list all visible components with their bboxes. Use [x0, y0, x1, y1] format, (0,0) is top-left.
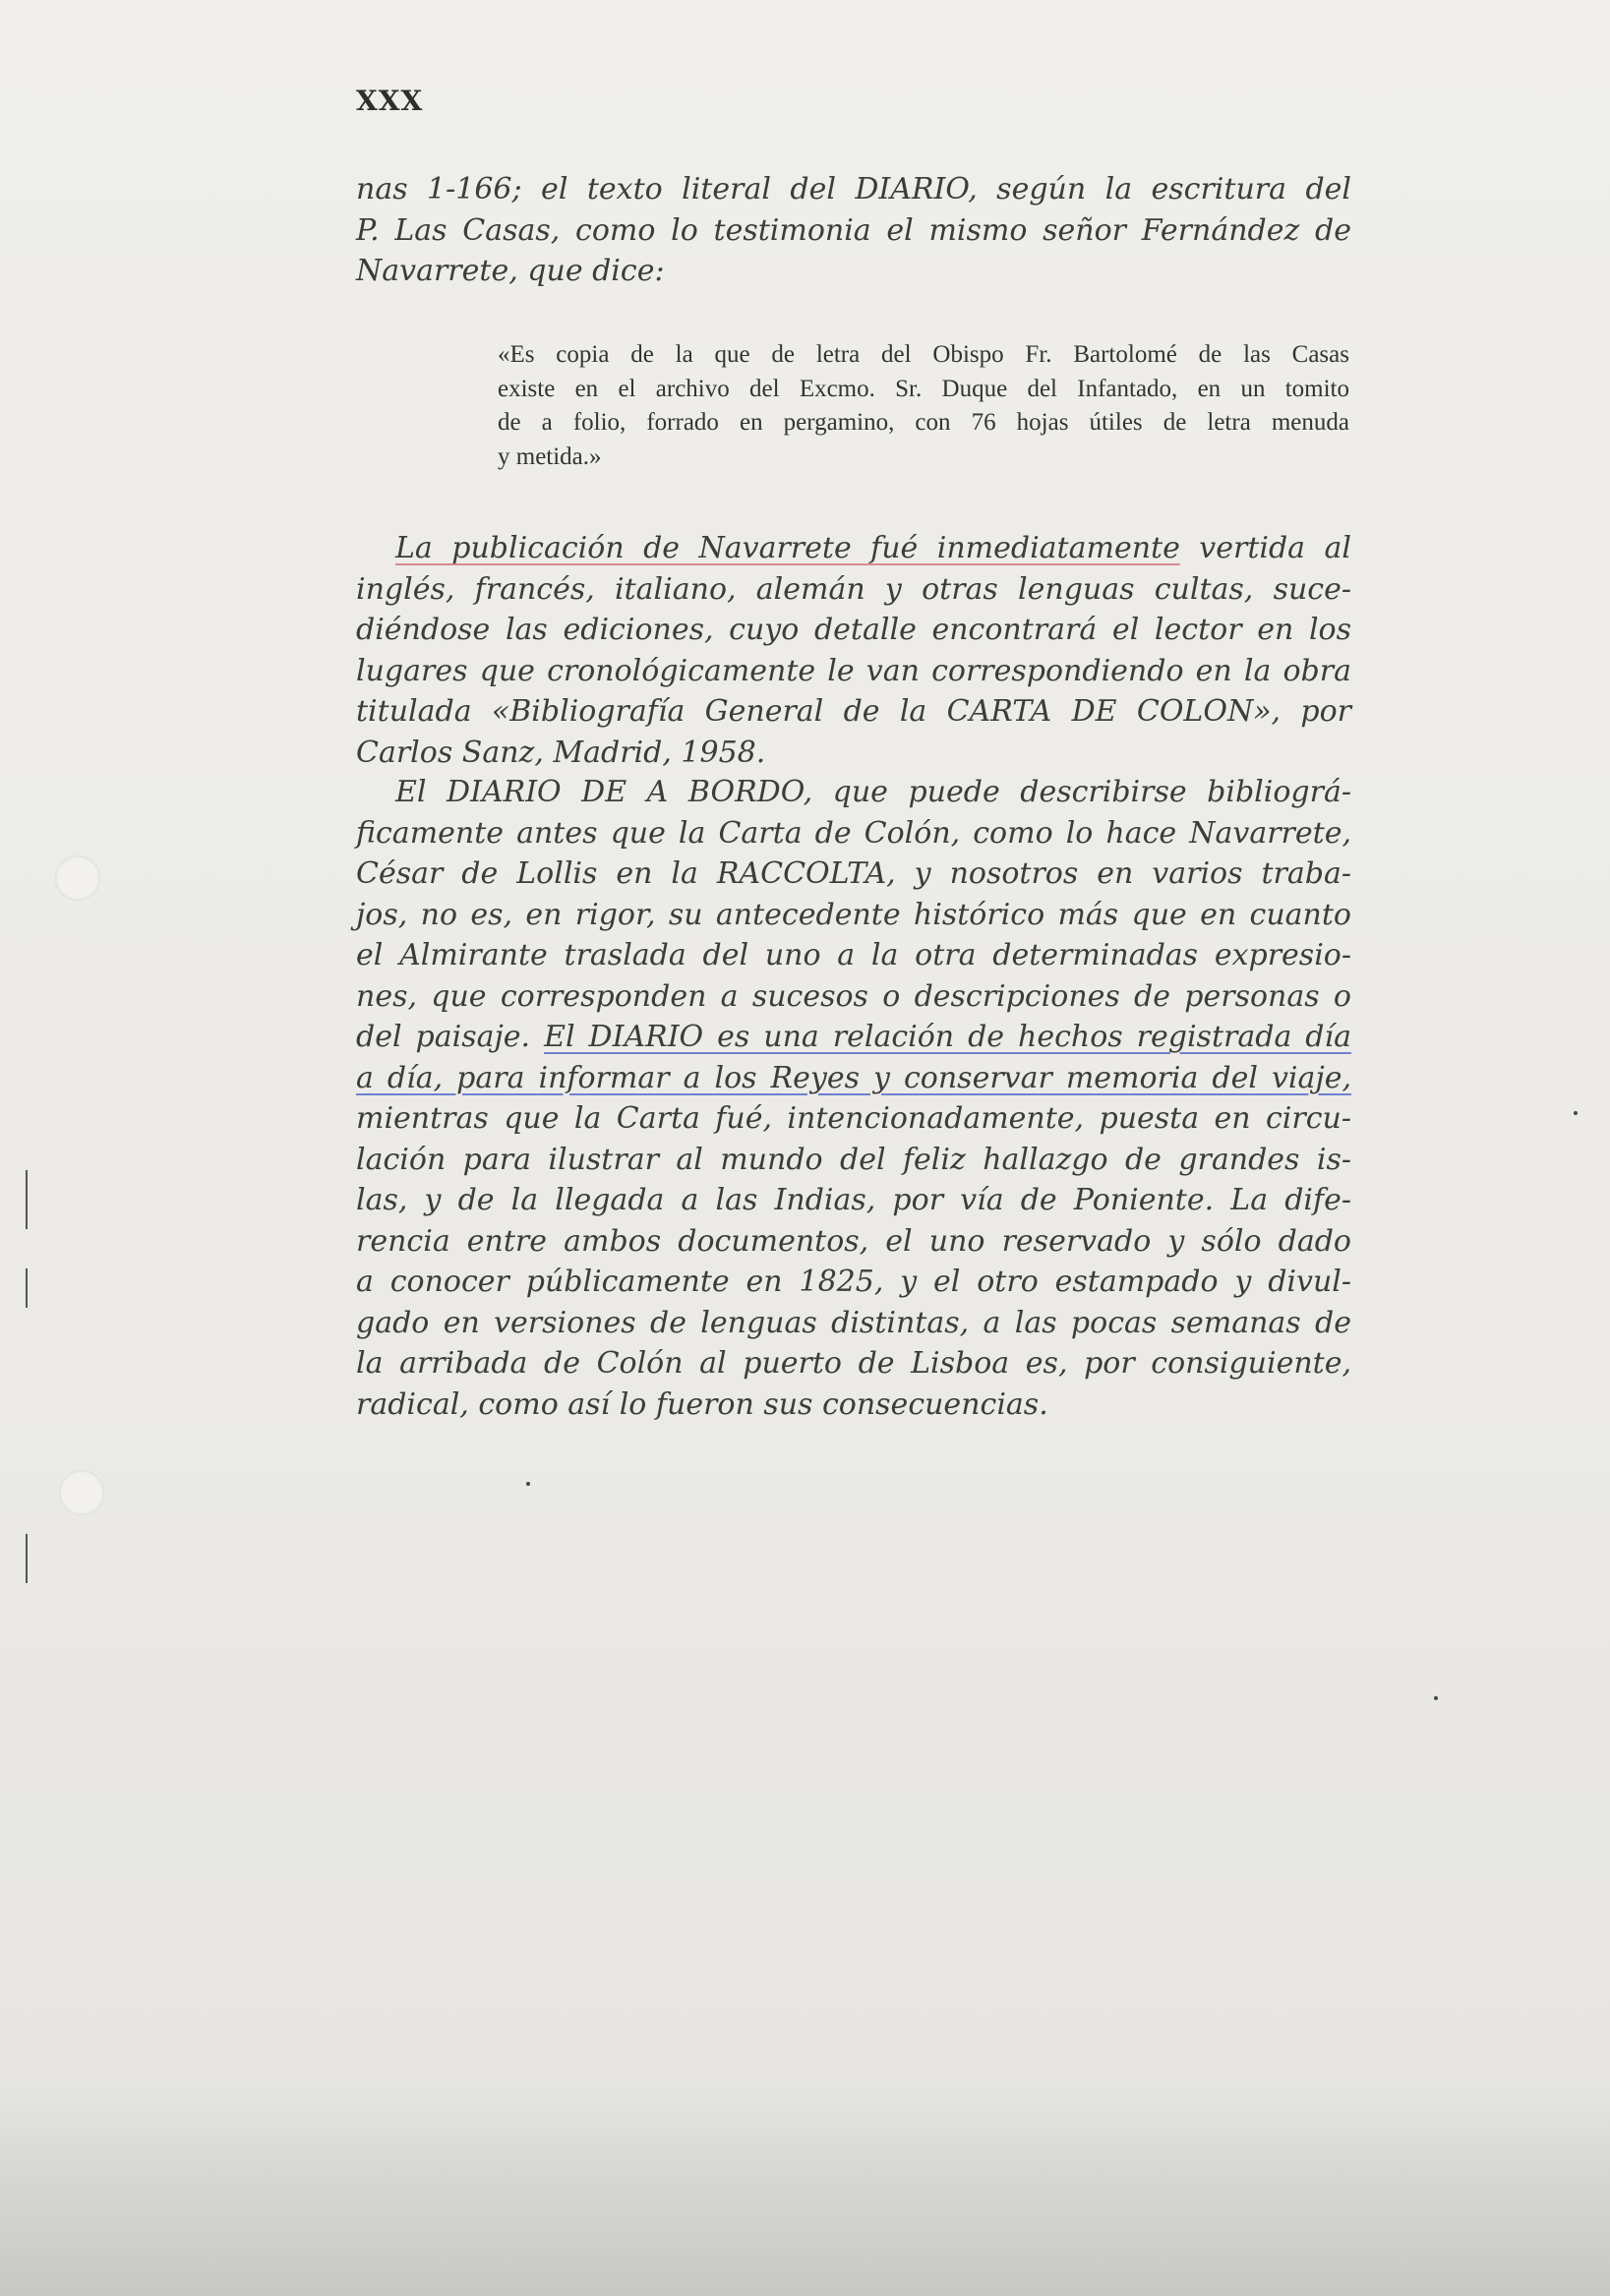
quote-line: y metida.»: [498, 442, 602, 470]
publication-paragraph: [356, 528, 1351, 773]
quote-line: de a folio, forrado en pergamino, con 76 hojas útiles de letra menuda: [498, 409, 1349, 436]
page-number: XXX: [356, 85, 424, 117]
text-line: radical, como así lo fueron sus consecuencias.: [356, 1386, 1048, 1422]
text-line: el Almirante traslada del uno a la otra determinadas expresio-: [356, 938, 1351, 972]
text-fragment: del paisaje.: [356, 1020, 545, 1054]
text-line: gado en versiones de lenguas distintas, a las pocas semanas de: [356, 1305, 1351, 1340]
text-line: Navarrete, que dice:: [356, 254, 665, 288]
dust-speck: [1574, 1111, 1578, 1115]
opening-paragraph: [356, 169, 1351, 292]
text-line: la arribada de Colón al puerto de Lisboa es, por consiguiente,: [356, 1346, 1351, 1381]
text-line: a conocer públicamente en 1825, y el otro estampado y divul-: [356, 1265, 1351, 1299]
margin-mark: [26, 1534, 28, 1583]
quote-line: existe en el archivo del Excmo. Sr. Duque del Infantado, en un tomito: [498, 375, 1349, 402]
blue-underlined-text: a día, para informar a los Reyes y conservar memoria del viaje,: [356, 1060, 1351, 1095]
text-line: lación para ilustrar al mundo del feliz hallazgo de grandes is-: [356, 1142, 1351, 1177]
text-line: El DIARIO DE A BORDO, que puede describirse bibliográ-: [395, 775, 1351, 809]
text-line: diéndose las ediciones, cuyo detalle encontrará el lector en los: [356, 613, 1351, 647]
text-line: rencia entre ambos documentos, el uno reservado y sólo dado: [356, 1223, 1351, 1259]
punch-hole: [55, 855, 100, 901]
margin-mark: [26, 1268, 28, 1308]
quote-line: «Es copia de la que de letra del Obispo Fr. Bartolomé de las Casas: [498, 341, 1349, 368]
text-line: nes, que corresponden a sucesos o descripciones de personas o: [356, 978, 1351, 1014]
dust-speck: [526, 1482, 530, 1486]
block-quote: [498, 338, 1349, 474]
text-fragment: vertida al: [1179, 531, 1351, 565]
text-line: [356, 1017, 1351, 1058]
punch-hole: [59, 1470, 104, 1515]
text-line: Carlos Sanz, Madrid, 1958.: [356, 735, 766, 770]
text-line: lugares que cronológicamente le van correspondiendo en la obra: [356, 653, 1351, 688]
dust-speck: [1434, 1696, 1438, 1700]
text-line: inglés, francés, italiano, alemán y otras lenguas cultas, suce-: [356, 571, 1351, 607]
text-line: las, y de la llegada a las Indias, por vía de Poniente. La dife-: [356, 1183, 1351, 1217]
text-line: nas 1-166; el texto literal del DIARIO, según la escritura del: [356, 172, 1351, 206]
text-line: P. Las Casas, como lo testimonia el mismo señor Fernández de: [356, 212, 1351, 248]
blue-underlined-text: El DIARIO es una relación de hechos registrada día: [544, 1020, 1351, 1054]
text-line: ficamente antes que la Carta de Colón, como lo hace Navarrete,: [356, 815, 1351, 851]
diario-paragraph: [356, 772, 1351, 1425]
red-underlined-text: La publicación de Navarrete fué inmediatamente: [395, 531, 1180, 565]
page-bleed-through: [0, 2080, 1610, 2296]
text-line: César de Lollis en la RACCOLTA, y nosotros en varios traba-: [356, 856, 1351, 891]
margin-mark: [26, 1170, 28, 1229]
text-line: titulada «Bibliografía General de la CARTA DE COLON», por: [356, 694, 1351, 729]
text-line: [356, 528, 1351, 569]
text-line: jos, no es, en rigor, su antecedente histórico más que en cuanto: [356, 897, 1351, 932]
text-line: mientras que la Carta fué, intencionadamente, puesta en circu-: [356, 1101, 1351, 1136]
